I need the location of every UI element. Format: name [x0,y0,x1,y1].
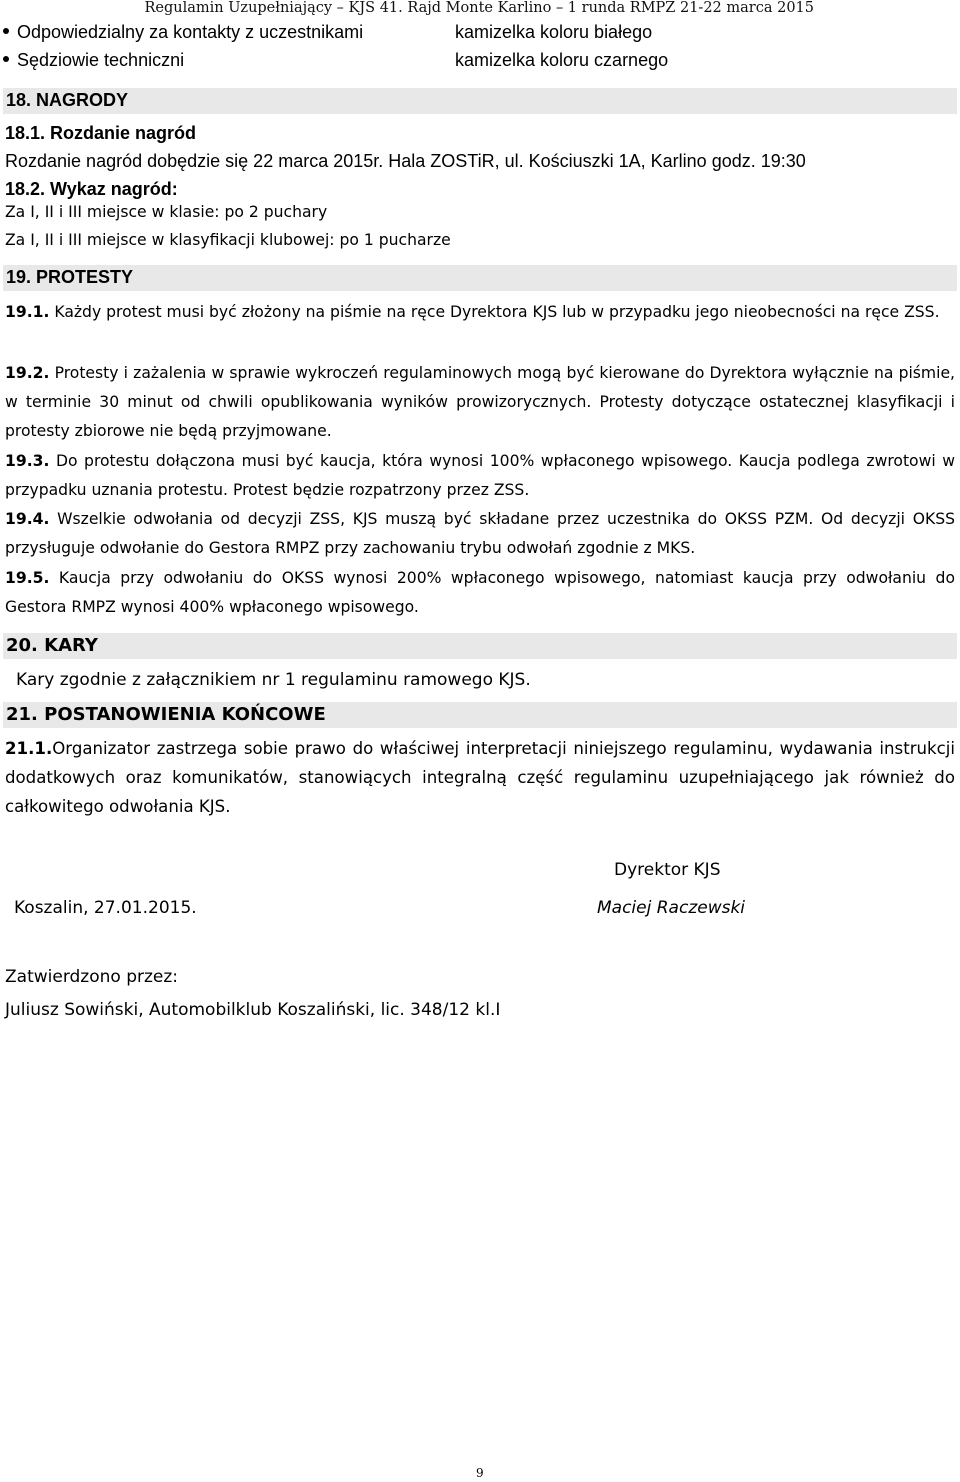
page-number: 9 [476,1466,484,1480]
bullet-role: Odpowiedzialny za kontakty z uczestnikami [17,22,364,42]
paragraph-number: 19.5. [5,569,50,587]
bullet-icon [3,28,9,34]
bullet-item [3,22,363,43]
paragraph: 21.1.Organizator zastrzega sobie prawo do właściwej interpretacji niniejszego regulaminu, wydawania instrukcji dodatkowych oraz komunikatów, stanowiących integralną część regulaminu uzupełniającego jak również do całkowitego odwołania KJS. [5,739,955,816]
paragraph: 19.3. Do protestu dołączona musi być kaucja, która wynosi 100% wpłaconego wpisowego. Kaucja podlega zwrotowi w przypadku uznania protestu. Protest będzie rozpatrzony przez ZSS. [5,452,955,499]
bullet-icon [3,56,9,62]
approval-label: Zatwierdzono przez: [5,967,179,987]
paragraph: Rozdanie nagród dobędzie się 22 marca 2015r. Hala ZOSTiR, ul. Kościuszki 1A, Karlino godz. 19:30 [5,151,806,171]
paragraph-number: 19.4. [5,510,50,528]
section-heading-19: 19. PROTESTY [3,265,957,291]
paragraph-number: 19.3. [5,452,50,470]
paragraph: 19.2. Protesty i zażalenia w sprawie wykroczeń regulaminowych mogą być kierowane do Dyrektora wyłącznie na piśmie, w terminie 30 minut od chwili opublikowania wyników prowizorycznych. Protesty dotyczące ostatecznej klasyfikacji i protesty zbiorowe nie będą przyjmowane. [5,364,955,440]
approval-text: Juliusz Sowiński, Automobilklub Koszaliński, lic. 348/12 kl.I [5,1000,501,1020]
section-heading-21: 21. POSTANOWIENIA KOŃCOWE [3,702,957,728]
bullet-vest: kamizelka koloru białego [455,22,653,42]
paragraph: 19.5. Kaucja przy odwołaniu do OKSS wynosi 200% wpłaconego wpisowego, natomiast kaucja przy odwołaniu do Gestora RMPZ wynosi 400% wpłaconego wpisowego. [5,569,955,616]
place-date: Koszalin, 27.01.2015. [14,898,197,918]
subsection-title: 18.1. Rozdanie nagród [5,123,197,143]
signature-name: Maciej Raczewski [597,898,746,918]
bullet-role: Sędziowie techniczni [17,50,185,70]
section-heading-20: 20. KARY [3,633,957,659]
paragraph: Kary zgodnie z załącznikiem nr 1 regulaminu ramowego KJS. [16,670,531,690]
prize-line: Za I, II i III miejsce w klasie: po 2 puchary [5,203,328,221]
page-header: Regulamin Uzupełniający – KJS 41. Rajd Monte Karlino – 1 runda RMPZ 21-22 marca 2015 [144,0,814,16]
bullet-item [3,50,184,71]
signature-role: Dyrektor KJS [614,860,721,880]
paragraph: 19.4. Wszelkie odwołania od decyzji ZSS, KJS muszą być składane przez uczestnika do OKSS PZM. Od decyzji OKSS przysługuje odwołanie do Gestora RMPZ przy zachowaniu trybu odwołań zgodnie z MKS. [5,510,955,557]
paragraph-number: 19.1. [5,303,50,321]
paragraph-number: 21.1. [5,739,53,758]
bullet-vest: kamizelka koloru czarnego [455,50,669,70]
section-heading-18: 18. NAGRODY [3,88,957,114]
paragraph-number: 19.2. [5,364,50,382]
subsection-title: 18.2. Wykaz nagród: [5,179,178,199]
paragraph: 19.1. Każdy protest musi być złożony na piśmie na ręce Dyrektora KJS lub w przypadku jego nieobecności na ręce ZSS. [5,303,940,321]
prize-line: Za I, II i III miejsce w klasyfikacji klubowej: po 1 pucharze [5,231,451,249]
